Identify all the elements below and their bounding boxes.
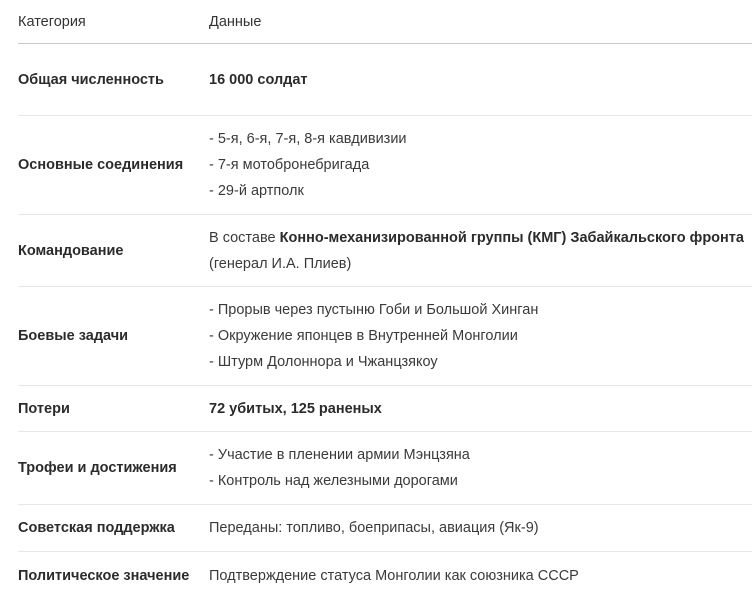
- list-item: - Участие в пленении армии Мэнцзяна: [209, 447, 470, 463]
- command-prefix: В составе: [209, 229, 280, 246]
- row-key: Командование: [18, 242, 124, 259]
- table-row: [18, 552, 752, 600]
- table-row: [18, 386, 752, 432]
- list-item: - 29-й артполк: [209, 183, 304, 199]
- row-value: 16 000 солдат: [209, 71, 308, 88]
- table-row: [18, 505, 752, 552]
- table-row: [18, 44, 752, 116]
- list-item: - 5-я, 6-я, 7-я, 8-я кавдивизии: [209, 131, 407, 147]
- table-row: [18, 287, 752, 386]
- command-general: (генерал И.А. Плиев): [209, 255, 352, 272]
- table-row: [18, 432, 752, 505]
- row-key: Боевые задачи: [18, 328, 129, 344]
- table-row: [18, 116, 752, 215]
- table-row: [18, 215, 752, 287]
- list-item: - Штурм Долоннора и Чжанцзякоу: [209, 354, 438, 370]
- row-value: 72 убитых, 125 раненых: [209, 400, 382, 417]
- row-key: Общая численность: [18, 71, 164, 88]
- row-key: Политическое значение: [18, 568, 190, 584]
- row-key: Потери: [18, 400, 70, 417]
- header-category: Категория: [18, 13, 86, 30]
- row-value: Переданы: топливо, боеприпасы, авиация (Як-9): [209, 520, 539, 536]
- command-group: Конно-механизированной группы (КМГ) Забайкальского фронта: [279, 229, 744, 246]
- list-item: - Прорыв через пустыню Гоби и Большой Хинган: [209, 302, 539, 318]
- list-item: - Контроль над железными дорогами: [209, 473, 458, 489]
- row-key: Основные соединения: [18, 157, 184, 173]
- list-item: - Окружение японцев в Внутренней Монголии: [209, 328, 518, 344]
- row-key: Трофеи и достижения: [18, 460, 177, 476]
- list-item: - 7-я мотобронебригада: [209, 157, 370, 173]
- row-key: Советская поддержка: [18, 520, 175, 536]
- header-data: Данные: [209, 13, 262, 30]
- table-header: [18, 0, 752, 44]
- row-value: Подтверждение статуса Монголии как союзника СССР: [209, 568, 579, 584]
